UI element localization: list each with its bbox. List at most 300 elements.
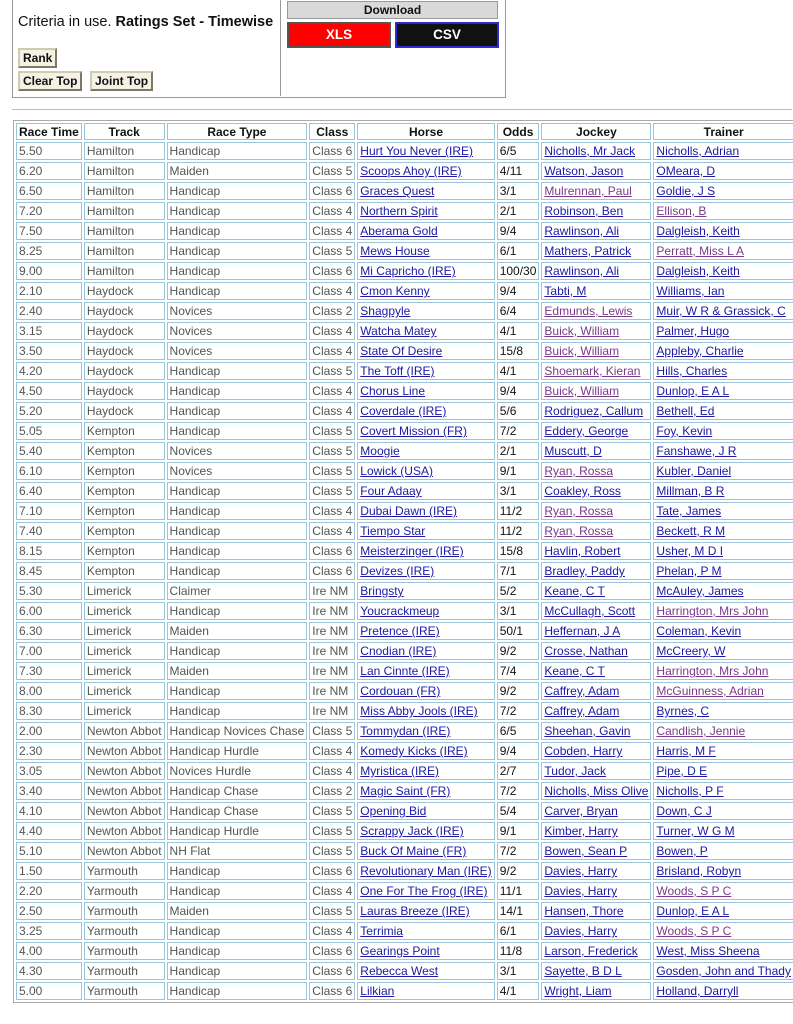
trainer-cell bbox=[653, 742, 793, 760]
jockey-link[interactable]: Rawlinson, Ali bbox=[544, 264, 620, 278]
odds-cell: 5/4 bbox=[497, 802, 540, 820]
jockey-link[interactable]: McCullagh, Scott bbox=[544, 604, 636, 618]
track-cell: Yarmouth bbox=[84, 862, 165, 880]
table-row bbox=[16, 762, 793, 780]
criteria-cell bbox=[13, 0, 281, 96]
trainer-link[interactable]: Holland, Darryll bbox=[656, 984, 739, 998]
jockey-link[interactable]: Ryan, Rossa bbox=[544, 524, 614, 538]
trainer-link[interactable]: Gosden, John and Thady bbox=[656, 964, 791, 978]
table-row bbox=[16, 962, 793, 980]
trainer-link[interactable]: Bowen, P bbox=[656, 844, 708, 858]
odds-cell: 15/8 bbox=[497, 342, 540, 360]
csv-download-button[interactable]: CSV bbox=[395, 22, 499, 48]
track-cell: Yarmouth bbox=[84, 982, 165, 1000]
trainer-cell bbox=[653, 182, 793, 200]
jockey-link[interactable]: Watson, Jason bbox=[544, 164, 624, 178]
table-header-row bbox=[16, 123, 793, 140]
class-cell: Class 5 bbox=[309, 162, 355, 180]
odds-cell: 9/4 bbox=[497, 282, 540, 300]
jockey-link[interactable]: Caffrey, Adam bbox=[544, 704, 620, 718]
trainer-link[interactable]: Kubler, Daniel bbox=[656, 464, 732, 478]
trainer-link[interactable]: Nicholls, P F bbox=[656, 784, 724, 798]
race-time-cell: 6.40 bbox=[16, 482, 82, 500]
race-type-cell: Handicap bbox=[167, 182, 308, 200]
jockey-link[interactable]: Muscutt, D bbox=[544, 444, 602, 458]
horse-link[interactable]: Cordouan (FR) bbox=[360, 684, 441, 698]
class-cell: Class 6 bbox=[309, 142, 355, 160]
trainer-cell bbox=[653, 862, 793, 880]
table-row bbox=[16, 522, 793, 540]
horse-link[interactable]: Youcrackmeup bbox=[360, 604, 440, 618]
track-cell: Kempton bbox=[84, 462, 165, 480]
race-type-cell: Handicap bbox=[167, 402, 308, 420]
race-type-cell: Handicap bbox=[167, 422, 308, 440]
trainer-link[interactable]: Millman, B R bbox=[656, 484, 725, 498]
trainer-cell bbox=[653, 802, 793, 820]
jockey-cell bbox=[541, 162, 651, 180]
header-horse: Horse bbox=[357, 123, 494, 140]
track-cell: Hamilton bbox=[84, 182, 165, 200]
race-type-cell: Handicap bbox=[167, 282, 308, 300]
table-row bbox=[16, 782, 793, 800]
jockey-cell bbox=[541, 262, 651, 280]
race-type-cell: Handicap bbox=[167, 362, 308, 380]
class-cell: Class 5 bbox=[309, 362, 355, 380]
horse-link[interactable]: Pretence (IRE) bbox=[360, 624, 440, 638]
race-time-cell: 7.10 bbox=[16, 502, 82, 520]
race-time-cell: 8.00 bbox=[16, 682, 82, 700]
horse-link[interactable]: Scoops Ahoy (IRE) bbox=[360, 164, 462, 178]
horse-link[interactable]: Opening Bid bbox=[360, 804, 427, 818]
horse-link[interactable]: Tommydan (IRE) bbox=[360, 724, 451, 738]
table-row bbox=[16, 382, 793, 400]
track-cell: Kempton bbox=[84, 562, 165, 580]
trainer-cell bbox=[653, 822, 793, 840]
horse-cell bbox=[357, 302, 494, 320]
horse-cell bbox=[357, 962, 494, 980]
class-cell: Class 5 bbox=[309, 422, 355, 440]
horse-link[interactable]: Magic Saint (FR) bbox=[360, 784, 451, 798]
jockey-link[interactable]: Crosse, Nathan bbox=[544, 644, 628, 658]
horse-link[interactable]: Devizes (IRE) bbox=[360, 564, 435, 578]
jockey-link[interactable]: Buick, William bbox=[544, 384, 620, 398]
trainer-cell bbox=[653, 942, 793, 960]
race-type-cell: Maiden bbox=[167, 902, 308, 920]
header-trainer: Trainer bbox=[653, 123, 793, 140]
track-cell: Newton Abbot bbox=[84, 742, 165, 760]
jockey-cell bbox=[541, 482, 651, 500]
race-time-cell: 4.20 bbox=[16, 362, 82, 380]
jockey-cell bbox=[541, 802, 651, 820]
trainer-cell bbox=[653, 882, 793, 900]
jockey-link[interactable]: Nicholls, Mr Jack bbox=[544, 144, 636, 158]
jockey-cell bbox=[541, 462, 651, 480]
class-cell: Ire NM bbox=[309, 622, 355, 640]
odds-cell: 9/4 bbox=[497, 382, 540, 400]
track-cell: Yarmouth bbox=[84, 962, 165, 980]
horse-link[interactable]: The Toff (IRE) bbox=[360, 364, 435, 378]
horse-link[interactable]: Graces Quest bbox=[360, 184, 435, 198]
horse-cell bbox=[357, 842, 494, 860]
horse-link[interactable]: Covert Mission (FR) bbox=[360, 424, 467, 438]
jockey-link[interactable]: Sayette, B D L bbox=[544, 964, 622, 978]
horse-cell bbox=[357, 802, 494, 820]
jockey-cell bbox=[541, 142, 651, 160]
trainer-cell bbox=[653, 442, 793, 460]
jockey-link[interactable]: Buick, William bbox=[544, 324, 620, 338]
jockey-cell bbox=[541, 962, 651, 980]
horse-cell bbox=[357, 202, 494, 220]
track-cell: Limerick bbox=[84, 682, 165, 700]
jockey-link[interactable]: Rawlinson, Ali bbox=[544, 224, 620, 238]
odds-cell: 5/6 bbox=[497, 402, 540, 420]
jockey-link[interactable]: Rodriguez, Callum bbox=[544, 404, 644, 418]
jockey-link[interactable]: Bowen, Sean P bbox=[544, 844, 628, 858]
class-cell: Class 6 bbox=[309, 982, 355, 1000]
table-row bbox=[16, 942, 793, 960]
table-row bbox=[16, 882, 793, 900]
horse-link[interactable]: Cmon Kenny bbox=[360, 284, 430, 298]
jockey-link[interactable]: Keane, C T bbox=[544, 664, 605, 678]
table-row bbox=[16, 982, 793, 1000]
jockey-link[interactable]: Tudor, Jack bbox=[544, 764, 606, 778]
jockey-link[interactable]: Bradley, Paddy bbox=[544, 564, 625, 578]
race-time-cell: 5.20 bbox=[16, 402, 82, 420]
trainer-link[interactable]: Phelan, P M bbox=[656, 564, 722, 578]
trainer-link[interactable]: Tate, James bbox=[656, 504, 722, 518]
horse-link[interactable]: Chorus Line bbox=[360, 384, 426, 398]
odds-cell: 9/4 bbox=[497, 222, 540, 240]
header-race-type: Race Type bbox=[167, 123, 308, 140]
track-cell: Haydock bbox=[84, 302, 165, 320]
horse-link[interactable]: Scrappy Jack (IRE) bbox=[360, 824, 464, 838]
odds-cell: 2/1 bbox=[497, 202, 540, 220]
horse-link[interactable]: Gearings Point bbox=[360, 944, 440, 958]
horse-link[interactable]: State Of Desire bbox=[360, 344, 443, 358]
horse-link[interactable]: Moogie bbox=[360, 444, 400, 458]
races-table bbox=[13, 120, 793, 1003]
class-cell: Class 4 bbox=[309, 502, 355, 520]
horse-link[interactable]: One For The Frog (IRE) bbox=[360, 884, 488, 898]
table-row bbox=[16, 302, 793, 320]
trainer-link[interactable]: Coleman, Kevin bbox=[656, 624, 742, 638]
race-type-cell: Handicap bbox=[167, 942, 308, 960]
trainer-link[interactable]: Goldie, J S bbox=[656, 184, 716, 198]
jockey-link[interactable]: Wright, Liam bbox=[544, 984, 612, 998]
trainer-link[interactable]: Candlish, Jennie bbox=[656, 724, 746, 738]
jockey-link[interactable]: Davies, Harry bbox=[544, 864, 618, 878]
horse-cell bbox=[357, 822, 494, 840]
rank-button[interactable]: Rank bbox=[18, 48, 57, 68]
track-cell: Hamilton bbox=[84, 242, 165, 260]
horse-link[interactable]: Four Adaay bbox=[360, 484, 422, 498]
jockey-link[interactable]: Mulrennan, Paul bbox=[544, 184, 632, 198]
horse-link[interactable]: Tiempo Star bbox=[360, 524, 426, 538]
horse-cell bbox=[357, 262, 494, 280]
odds-cell: 3/1 bbox=[497, 962, 540, 980]
trainer-link[interactable]: McGuinness, Adrian bbox=[656, 684, 764, 698]
criteria-panel bbox=[12, 0, 506, 98]
jockey-link[interactable]: Ryan, Rossa bbox=[544, 504, 614, 518]
race-type-cell: Novices bbox=[167, 322, 308, 340]
horse-cell bbox=[357, 662, 494, 680]
horse-cell bbox=[357, 742, 494, 760]
horse-link[interactable]: Shagpyle bbox=[360, 304, 411, 318]
class-cell: Class 4 bbox=[309, 222, 355, 240]
race-type-cell: Handicap Novices Chase bbox=[167, 722, 308, 740]
trainer-link[interactable]: Hills, Charles bbox=[656, 364, 728, 378]
track-cell: Hamilton bbox=[84, 162, 165, 180]
horse-cell bbox=[357, 442, 494, 460]
horse-link[interactable]: Coverdale (IRE) bbox=[360, 404, 447, 418]
jockey-cell bbox=[541, 202, 651, 220]
track-cell: Yarmouth bbox=[84, 902, 165, 920]
odds-cell: 7/2 bbox=[497, 842, 540, 860]
jockey-link[interactable]: Caffrey, Adam bbox=[544, 684, 620, 698]
trainer-link[interactable]: West, Miss Sheena bbox=[656, 944, 760, 958]
jockey-link[interactable]: Havlin, Robert bbox=[544, 544, 621, 558]
jockey-link[interactable]: Sheehan, Gavin bbox=[544, 724, 631, 738]
horse-link[interactable]: Hurt You Never (IRE) bbox=[360, 144, 474, 158]
trainer-link[interactable]: Bethell, Ed bbox=[656, 404, 715, 418]
trainer-link[interactable]: Ellison, B bbox=[656, 204, 707, 218]
horse-cell bbox=[357, 682, 494, 700]
race-time-cell: 5.50 bbox=[16, 142, 82, 160]
jockey-link[interactable]: Edmunds, Lewis bbox=[544, 304, 633, 318]
trainer-link[interactable]: Dalgleish, Keith bbox=[656, 224, 740, 238]
trainer-link[interactable]: Harris, M F bbox=[656, 744, 716, 758]
horse-link[interactable]: Buck Of Maine (FR) bbox=[360, 844, 467, 858]
race-type-cell: Handicap bbox=[167, 642, 308, 660]
horse-link[interactable]: Lilkian bbox=[360, 984, 395, 998]
horse-link[interactable]: Lowick (USA) bbox=[360, 464, 433, 478]
horse-link[interactable]: Revolutionary Man (IRE) bbox=[360, 864, 492, 878]
track-cell: Kempton bbox=[84, 482, 165, 500]
jockey-link[interactable]: Eddery, George bbox=[544, 424, 629, 438]
odds-cell: 6/1 bbox=[497, 242, 540, 260]
table-row bbox=[16, 582, 793, 600]
table-row bbox=[16, 242, 793, 260]
trainer-link[interactable]: McCreery, W bbox=[656, 644, 726, 658]
header-odds: Odds bbox=[497, 123, 540, 140]
horse-link[interactable]: Lauras Breeze (IRE) bbox=[360, 904, 470, 918]
trainer-link[interactable]: Palmer, Hugo bbox=[656, 324, 730, 338]
horse-cell bbox=[357, 522, 494, 540]
horse-cell bbox=[357, 762, 494, 780]
horse-cell bbox=[357, 222, 494, 240]
track-cell: Limerick bbox=[84, 642, 165, 660]
trainer-cell bbox=[653, 922, 793, 940]
trainer-link[interactable]: Woods, S P C bbox=[656, 924, 732, 938]
trainer-link[interactable]: Dunlop, E A L bbox=[656, 904, 730, 918]
track-cell: Hamilton bbox=[84, 262, 165, 280]
trainer-link[interactable]: Pipe, D E bbox=[656, 764, 708, 778]
horse-link[interactable]: Miss Abby Jools (IRE) bbox=[360, 704, 478, 718]
track-cell: Haydock bbox=[84, 382, 165, 400]
class-cell: Class 6 bbox=[309, 182, 355, 200]
horse-link[interactable]: Lan Cinnte (IRE) bbox=[360, 664, 450, 678]
race-type-cell: Novices Hurdle bbox=[167, 762, 308, 780]
header-class: Class bbox=[309, 123, 355, 140]
trainer-link[interactable]: Dalgleish, Keith bbox=[656, 264, 740, 278]
trainer-cell bbox=[653, 962, 793, 980]
jockey-link[interactable]: Mathers, Patrick bbox=[544, 244, 632, 258]
odds-cell: 3/1 bbox=[497, 182, 540, 200]
horse-cell bbox=[357, 382, 494, 400]
table-row bbox=[16, 502, 793, 520]
trainer-link[interactable]: Appleby, Charlie bbox=[656, 344, 744, 358]
jockey-link[interactable]: Kimber, Harry bbox=[544, 824, 618, 838]
race-type-cell: Handicap Chase bbox=[167, 802, 308, 820]
jockey-link[interactable]: Shoemark, Kieran bbox=[544, 364, 641, 378]
jockey-link[interactable]: Cobden, Harry bbox=[544, 744, 623, 758]
jockey-link[interactable]: Heffernan, J A bbox=[544, 624, 621, 638]
race-type-cell: Handicap bbox=[167, 222, 308, 240]
horse-cell bbox=[357, 142, 494, 160]
horse-link[interactable]: Rebecca West bbox=[360, 964, 439, 978]
jockey-link[interactable]: Carver, Bryan bbox=[544, 804, 618, 818]
table-row bbox=[16, 422, 793, 440]
trainer-link[interactable]: Harrington, Mrs John bbox=[656, 664, 769, 678]
track-cell: Haydock bbox=[84, 322, 165, 340]
table-row bbox=[16, 742, 793, 760]
jockey-link[interactable]: Buick, William bbox=[544, 344, 620, 358]
jockey-link[interactable]: Davies, Harry bbox=[544, 924, 618, 938]
race-type-cell: Handicap Chase bbox=[167, 782, 308, 800]
trainer-link[interactable]: Beckett, R M bbox=[656, 524, 726, 538]
trainer-link[interactable]: Muir, W R & Grassick, C bbox=[656, 304, 786, 318]
table-row bbox=[16, 622, 793, 640]
odds-cell: 7/2 bbox=[497, 422, 540, 440]
odds-cell: 9/1 bbox=[497, 462, 540, 480]
class-cell: Class 5 bbox=[309, 462, 355, 480]
trainer-cell bbox=[653, 322, 793, 340]
race-time-cell: 6.50 bbox=[16, 182, 82, 200]
trainer-link[interactable]: Dunlop, E A L bbox=[656, 384, 730, 398]
odds-cell: 100/30 bbox=[497, 262, 540, 280]
jockey-cell bbox=[541, 382, 651, 400]
race-time-cell: 3.25 bbox=[16, 922, 82, 940]
trainer-link[interactable]: Perratt, Miss L A bbox=[656, 244, 744, 258]
table-row bbox=[16, 662, 793, 680]
horse-cell bbox=[357, 542, 494, 560]
jockey-cell bbox=[541, 782, 651, 800]
trainer-cell bbox=[653, 902, 793, 920]
horse-link[interactable]: Watcha Matey bbox=[360, 324, 437, 338]
trainer-link[interactable]: Nicholls, Adrian bbox=[656, 144, 740, 158]
jockey-link[interactable]: Nicholls, Miss Olive bbox=[544, 784, 649, 798]
jockey-link[interactable]: Larson, Frederick bbox=[544, 944, 638, 958]
table-row bbox=[16, 602, 793, 620]
race-time-cell: 7.40 bbox=[16, 522, 82, 540]
class-cell: Class 4 bbox=[309, 742, 355, 760]
odds-cell: 9/2 bbox=[497, 642, 540, 660]
trainer-cell bbox=[653, 502, 793, 520]
jockey-link[interactable]: Coakley, Ross bbox=[544, 484, 621, 498]
jockey-cell bbox=[541, 582, 651, 600]
horse-cell bbox=[357, 882, 494, 900]
track-cell: Limerick bbox=[84, 662, 165, 680]
trainer-link[interactable]: Byrnes, C bbox=[656, 704, 710, 718]
table-row bbox=[16, 702, 793, 720]
jockey-cell bbox=[541, 542, 651, 560]
race-type-cell: Handicap bbox=[167, 142, 308, 160]
horse-link[interactable]: Mews House bbox=[360, 244, 430, 258]
joint-top-button[interactable]: Joint Top bbox=[90, 71, 153, 91]
odds-cell: 9/1 bbox=[497, 822, 540, 840]
table-row bbox=[16, 442, 793, 460]
race-time-cell: 5.40 bbox=[16, 442, 82, 460]
class-cell: Class 6 bbox=[309, 862, 355, 880]
trainer-link[interactable]: Usher, M D I bbox=[656, 544, 724, 558]
jockey-link[interactable]: Hansen, Thore bbox=[544, 904, 624, 918]
trainer-link[interactable]: OMeara, D bbox=[656, 164, 716, 178]
trainer-cell bbox=[653, 262, 793, 280]
trainer-link[interactable]: Foy, Kevin bbox=[656, 424, 713, 438]
horse-link[interactable]: Meisterzinger (IRE) bbox=[360, 544, 464, 558]
track-cell: Haydock bbox=[84, 362, 165, 380]
trainer-cell bbox=[653, 342, 793, 360]
trainer-link[interactable]: Williams, Ian bbox=[656, 284, 725, 298]
odds-cell: 7/4 bbox=[497, 662, 540, 680]
horse-link[interactable]: Cnodian (IRE) bbox=[360, 644, 437, 658]
horse-link[interactable]: Dubai Dawn (IRE) bbox=[360, 504, 457, 518]
jockey-cell bbox=[541, 322, 651, 340]
race-type-cell: Maiden bbox=[167, 622, 308, 640]
trainer-link[interactable]: Fanshawe, J R bbox=[656, 444, 737, 458]
horse-link[interactable]: Bringsty bbox=[360, 584, 404, 598]
download-panel bbox=[281, 0, 505, 97]
race-type-cell: Handicap bbox=[167, 482, 308, 500]
odds-cell: 4/1 bbox=[497, 982, 540, 1000]
jockey-link[interactable]: Robinson, Ben bbox=[544, 204, 624, 218]
trainer-cell bbox=[653, 702, 793, 720]
table-row bbox=[16, 922, 793, 940]
class-cell: Class 4 bbox=[309, 322, 355, 340]
trainer-link[interactable]: Harrington, Mrs John bbox=[656, 604, 769, 618]
trainer-link[interactable]: McAuley, James bbox=[656, 584, 744, 598]
trainer-link[interactable]: Brisland, Robyn bbox=[656, 864, 742, 878]
odds-cell: 4/1 bbox=[497, 362, 540, 380]
class-cell: Ire NM bbox=[309, 602, 355, 620]
xls-download-button[interactable]: XLS bbox=[287, 22, 391, 48]
horse-link[interactable]: Aberama Gold bbox=[360, 224, 438, 238]
table-row bbox=[16, 282, 793, 300]
race-type-cell: Handicap bbox=[167, 682, 308, 700]
race-type-cell: NH Flat bbox=[167, 842, 308, 860]
jockey-link[interactable]: Tabti, M bbox=[544, 284, 587, 298]
jockey-link[interactable]: Keane, C T bbox=[544, 584, 605, 598]
horse-link[interactable]: Komedy Kicks (IRE) bbox=[360, 744, 468, 758]
trainer-link[interactable]: Woods, S P C bbox=[656, 884, 732, 898]
track-cell: Newton Abbot bbox=[84, 782, 165, 800]
race-time-cell: 5.00 bbox=[16, 982, 82, 1000]
race-type-cell: Handicap bbox=[167, 962, 308, 980]
class-cell: Class 6 bbox=[309, 262, 355, 280]
trainer-link[interactable]: Down, C J bbox=[656, 804, 712, 818]
horse-link[interactable]: Northern Spirit bbox=[360, 204, 438, 218]
trainer-cell bbox=[653, 762, 793, 780]
clear-top-button[interactable]: Clear Top bbox=[18, 71, 82, 91]
jockey-link[interactable]: Ryan, Rossa bbox=[544, 464, 614, 478]
jockey-link[interactable]: Davies, Harry bbox=[544, 884, 618, 898]
trainer-link[interactable]: Turner, W G M bbox=[656, 824, 735, 838]
horse-link[interactable]: Terrimia bbox=[360, 924, 403, 938]
horse-link[interactable]: Myristica (IRE) bbox=[360, 764, 439, 778]
track-cell: Limerick bbox=[84, 602, 165, 620]
odds-cell: 11/8 bbox=[497, 942, 540, 960]
horse-link[interactable]: Mi Capricho (IRE) bbox=[360, 264, 456, 278]
